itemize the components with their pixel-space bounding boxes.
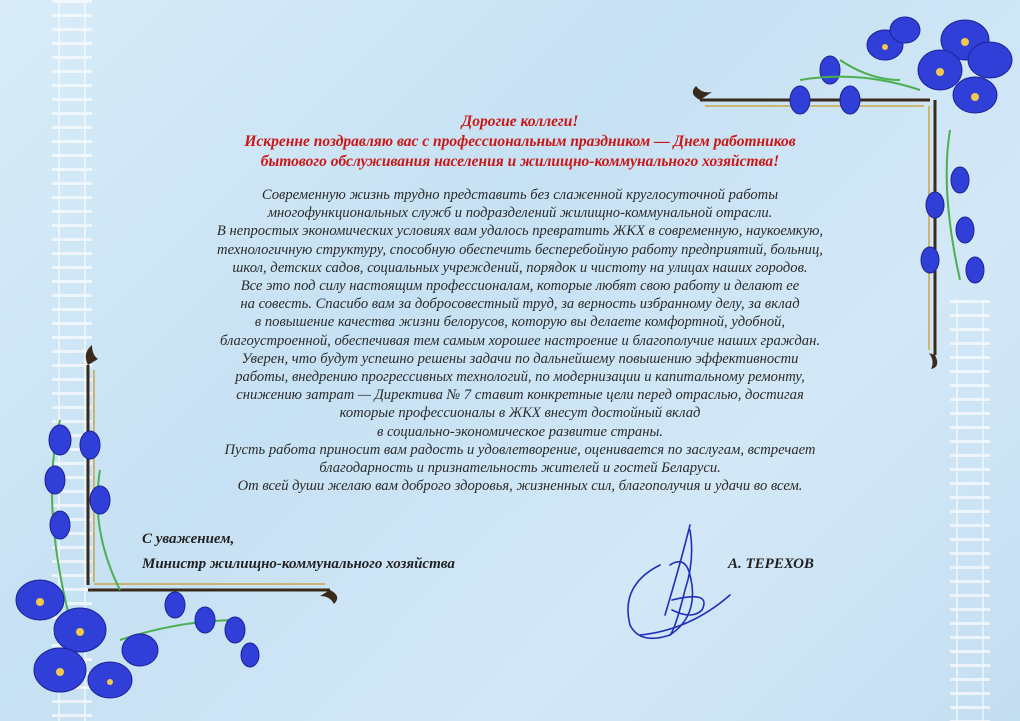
body-line: школ, детских садов, социальных учреждений, порядок и чистоту на улицах наших городов. xyxy=(232,259,808,276)
body-line: которые профессионалы в ЖКХ внесут достойный вклад xyxy=(339,405,701,422)
body-line: в социально-экономическое развитие страны. xyxy=(377,423,663,440)
greeting-line: Искренне поздравляю вас с профессиональным праздником — Днем работников xyxy=(244,133,796,150)
body-line: многофункциональных служб и подразделений жилищно-коммунальной отрасли. xyxy=(267,205,773,222)
body-line: работы, внедрению прогрессивных технологий, по модернизации и капитальному ремонту, xyxy=(235,369,805,386)
body-line: Все это под силу настоящим профессионалам, которые любят свою работу и делают ее xyxy=(240,278,800,295)
body-line: Современную жизнь трудно представить без слаженной круглосуточной работы xyxy=(261,187,779,203)
signer-position: Министр жилищно-коммунального хозяйства xyxy=(142,556,455,572)
signer-name: А. ТЕРЕХОВ xyxy=(728,556,814,572)
body-line: на совесть. Спасибо вам за добросовестный труд, за верность избранному делу, за вклад xyxy=(240,296,800,313)
body-line: Пусть работа приносит вам радость и удовлетворение, оценивается по заслугам, встречает xyxy=(224,441,816,458)
greeting-line: бытового обслуживания населения и жилищно-коммунального хозяйства! xyxy=(260,153,780,170)
body-line: Уверен, что будут успешно решены задачи по дальнейшему повышению эффективности xyxy=(241,350,799,367)
closing-text: С уважением, xyxy=(142,531,235,547)
body-line: благодарность и признательность жителей и гостей Беларуси. xyxy=(319,460,721,477)
body-line: благоустроенной, обеспечивая тем самым хорошее настроение и благополучие наших граждан. xyxy=(220,332,820,349)
letter-title: Дорогие коллеги! xyxy=(461,113,579,130)
body-line: в повышение качества жизни белорусов, которую вы делаете комфортной, удобной, xyxy=(254,314,786,331)
body-line: От всей души желаю вам доброго здоровья, жизненных сил, благополучия и удачи во всем. xyxy=(237,478,803,495)
body-line: В непростых экономических условиях вам удалось превратить ЖКХ в современную, наукоемкую, xyxy=(216,223,824,240)
body-line: снижению затрат — Директива № 7 ставит конкретные цели перед отраслью, достигая xyxy=(236,387,804,404)
body-line: технологичную структуру, способную обеспечить бесперебойную работу предприятий, больниц, xyxy=(217,241,823,258)
